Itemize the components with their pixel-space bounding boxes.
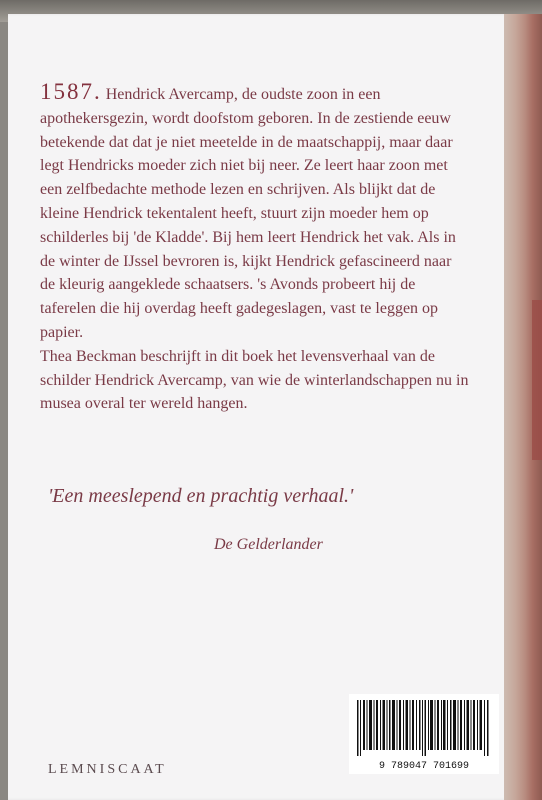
review-quote: 'Een meeslepend en prachtig verhaal.': [48, 485, 354, 507]
blurb-paragraph-1: [40, 80, 470, 345]
barcode: [349, 694, 499, 774]
cover-blurb: [40, 80, 470, 416]
blurb-paragraph-1-text: Hendrick Avercamp, de oudste zoon in een apothekersgezin, wordt doofstom geboren. In de zestiende eeuw betekende dat dat je niet meetelde in de maatschappij, maar daar legt Hendricks moeder zich niet bij neer. Ze leert haar zoon met een zelfbedachte methode lezen en schrijven. Als blijkt dat de kleine Hendrick tekentalent heeft, stuurt zijn moeder hem op schilderles bij 'de Kladde'. Bij hem leert Hendrick het vak. Als in de winter de IJssel bevroren is, kijkt Hendrick gefascineerd naar de kleurig aangeklede schaatsers. 's Avonds probeert hij de taferelen die hij overdag heeft gadegeslagen, vast te leggen op papier.: [40, 86, 456, 341]
publisher-name: LEMNISCAAT: [48, 762, 167, 777]
blurb-paragraph-2: Thea Beckman beschrijft in dit boek het levensverhaal van de schilder Hendrick Avercamp, van wie de winterlandschappen nu in musea overal ter wereld hangen.: [40, 347, 469, 413]
blurb-year: 1587.: [40, 79, 102, 104]
barcode-bars-icon: [355, 700, 493, 756]
barcode-number: 9 789047 701699: [378, 761, 469, 772]
review-source: De Gelderlander: [214, 536, 323, 553]
spine-illustration-fragment: [532, 300, 542, 460]
